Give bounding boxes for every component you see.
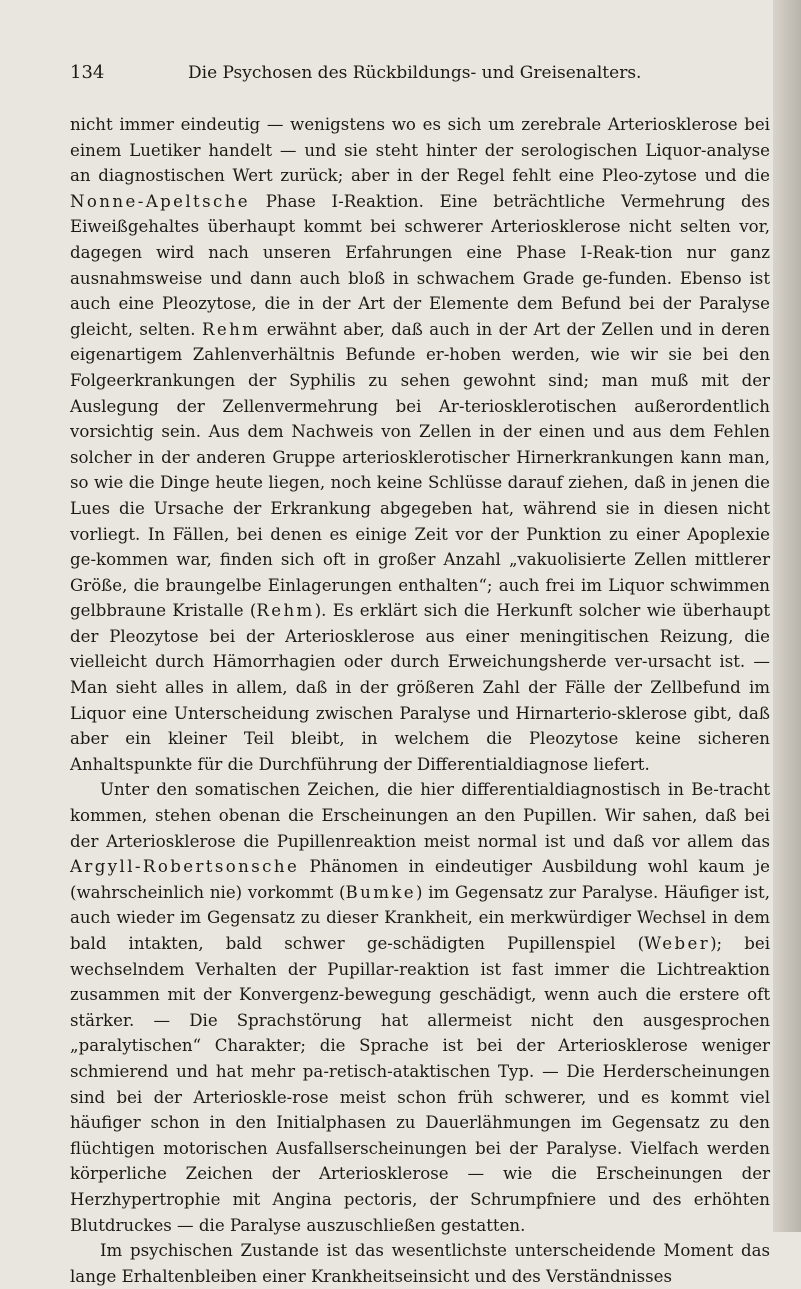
text-run: Phänomen in eindeutiger Ausbildung wohl kaum je (wahrscheinlich nie) vorkommt ( [70,857,770,902]
text-run: ); bei wechselndem Verhalten der Pupillar-reaktion ist fast immer die Lichtreaktion zusammen mit der Konvergenz-bewegung geschädigt, wenn auch die erstere oft stärker. — Die Sprachstörung hat allermeist nicht den ausgesprochen „paralytischen“ Charakter; die Sprache ist bei der Arteriosklerose weniger schmierend und hat mehr pa-retisch-ataktischen Typ. — Die Herderscheinungen sind bei der Arterioskle-rose meist schon früh schwerer, und es kommt viel häufiger schon in den Initialphasen zu Dauerlähmungen im Gegensatz zu den flüchtigen motorischen Ausfallserscheinungen bei der Paralyse. Vielfach werden körperliche Zeichen der Arteriosklerose — wie die Erscheinungen der Herzhypertrophie mit Angina pectoris, der Schrumpfniere und des erhöhten Blutdruckes — die Paralyse auszuschließen gestatten. [70,934,770,1235]
text-run: Phase I-Reaktion. Eine beträchtliche Vermehrung des Eiweißgehaltes überhaupt kommt bei schwerer Arteriosklerose nicht selten vor, dagegen wird nach unseren Erfahrungen eine Phase I-Reak-tion nur ganz ausnahmsweise und dann auch bloß in schwachem Grade ge-funden. Ebenso ist auch eine Pleozytose, die in der Art der Elemente dem Befund bei der Paralyse gleicht, selten. [70,191,770,339]
author-name: Argyll-Robertsonsche [70,857,300,877]
text-run: ). Es erklärt sich die Herkunft solcher wie überhaupt der Pleozytose bei der Arteriosklerose aus einer meningitischen Reizung, die vielleicht durch Hämorrhagien oder durch Erweichungsherde ver-ursacht ist. — Man sieht alles in allem, daß in der größeren Zahl der Fälle der Zellbefund im Liquor eine Unterscheidung zwischen Paralyse und Hirnarterio-sklerose gibt, daß aber ein kleiner Teil bleibt, in welchem die Pleozytose keine sicheren Anhaltspunkte für die Durchführung der Differentialdiagnose liefert. [70,601,770,774]
text-run: erwähnt aber, daß auch in der Art der Zellen und in deren eigenartigem Zahlenverhältnis Befunde er-hoben werden, wie wir sie bei den Folgeerkrankungen der Syphilis zu sehen gewohnt sind; man muß mit der Auslegung der Zellenvermehrung bei Ar-teriosklerotischen außerordentlich vorsichtig sein. Aus dem Nachweis von Zellen in der einen und aus dem Fehlen solcher in der anderen Gruppe arteriosklerotischer Hirnerkrankungen kann man, so wie die Dinge heute liegen, noch keine Schlüsse darauf ziehen, daß in jenen die Lues die Ursache der Erkrankung abgegeben hat, während sie in diesen nicht vorliegt. In Fällen, bei denen es einige Zeit vor der Punktion zu einer Apoplexie ge-kommen war, finden sich oft in großer Anzahl „vakuolisierte Zellen mittlerer Größe, die braungelbe Einlagerungen enthalten“; auch frei im Liquor schwimmen gelbbraune Kristalle ( [70,319,770,621]
author-name: Bumke [345,882,417,902]
paragraph [70,112,770,777]
text-run: nicht immer eindeutig — wenigstens wo es sich um zerebrale Arteriosklerose bei einem Luetiker handelt — und sie steht hinter der serologischen Liquor-analyse an diagnostischen Wert zurück; aber in der Regel fehlt eine Pleo-zytose und die [70,115,770,186]
author-name: Nonne-Apeltsche [70,191,251,211]
author-name: Rehm [256,601,315,621]
text-run: ) im Gegensatz zur Paralyse. Häufiger ist, auch wieder im Gegensatz zu dieser Krankheit, ein merkwürdiger Wechsel in dem bald intakten, bald schwer ge-schädigten Pupillenspiel ( [70,882,770,953]
paragraph [70,777,770,1238]
page-edge-shadow [773,0,801,1232]
text-run: Unter den somatischen Zeichen, die hier differentialdiagnostisch in Be-tracht kommen, stehen obenan die Erscheinungen an den Pupillen. Wir sahen, daß bei der Arteriosklerose die Pupillenreaktion meist normal ist und daß vor allem das [70,780,770,851]
running-title: Die Psychosen des Rückbildungs- und Greisenalters. [188,63,642,83]
body-text [70,112,770,1289]
text-run: Im psychischen Zustande ist das wesentlichste unterscheidende Moment das lange Erhaltenbleiben einer Krankheitseinsicht und des Verständnisses [70,1241,770,1286]
page-number: 134 [70,62,105,83]
author-name: Weber [644,934,711,953]
paragraph [70,1238,770,1289]
author-name: Rehm [201,319,261,339]
